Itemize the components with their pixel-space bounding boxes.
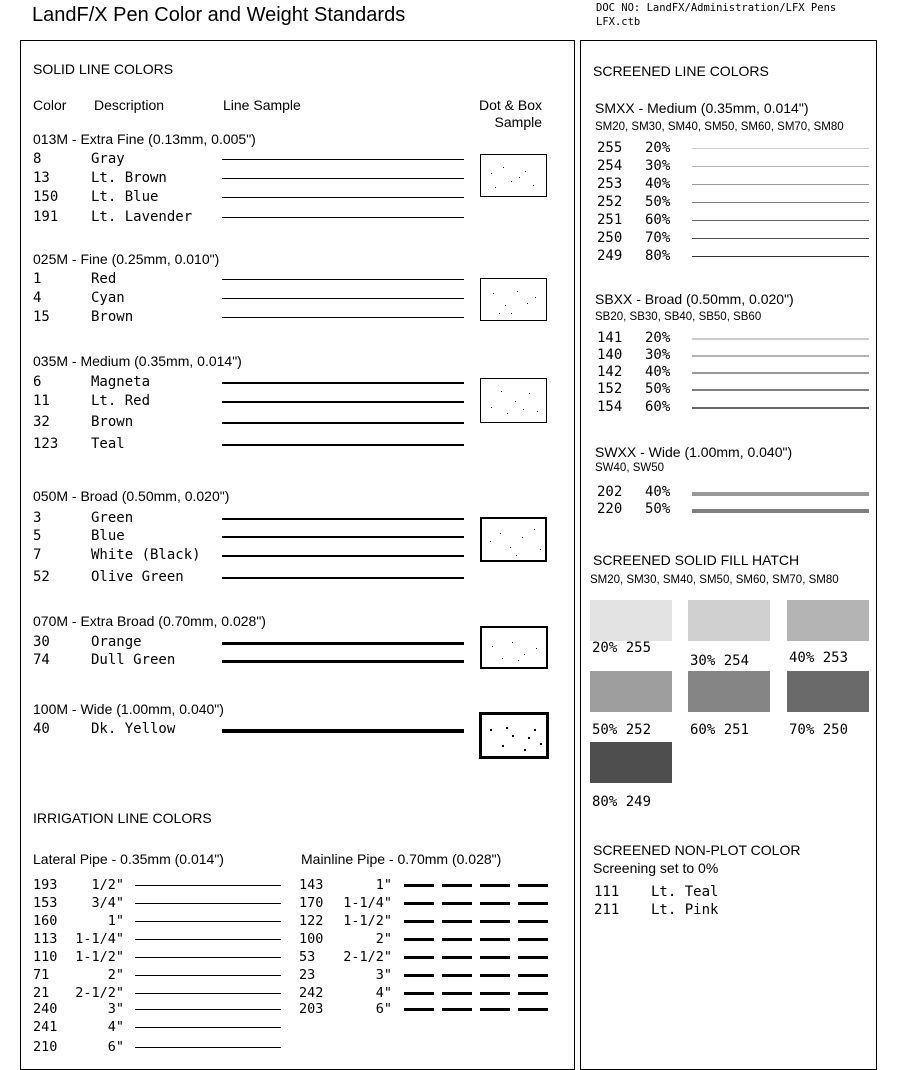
lateral-color-number: 21 [33,985,50,1001]
col-dotbox-header [460,97,542,131]
doc-number-line1: DOC NO: LandFX/Administration/LFX Pens [596,2,837,14]
dot-box-sample [480,278,547,321]
mainline-color-number: 203 [299,1001,324,1017]
nonplot-sub: Screening set to 0% [593,860,719,876]
lateral-color-number: 210 [33,1039,58,1055]
lateral-pipe-size: 1" [107,913,124,929]
screened-color-number: 154 [597,399,623,415]
col-description-header: Description [94,97,165,113]
screened-percent: 50% [645,381,671,397]
color-description: Magneta [91,374,151,390]
dot-mark [533,185,534,186]
dot-mark [502,658,503,659]
line-sample [222,444,464,446]
dot-mark [511,313,512,314]
color-number: 74 [33,652,50,668]
color-number: 15 [33,309,50,325]
dot-mark [507,413,508,414]
fill-swatch [787,600,869,641]
mainline-color-number: 53 [299,949,316,965]
nonplot-heading: SCREENED NON-PLOT COLOR [593,842,801,858]
col-line-sample-header: Line Sample [223,97,301,113]
mainline-dash [518,938,548,941]
color-number: 191 [33,209,59,225]
line-weight-group-title: 070M - Extra Broad (0.70mm, 0.028") [33,613,266,629]
line-weight-group-title: 050M - Broad (0.50mm, 0.020") [33,488,230,504]
line-sample [222,518,464,520]
line-sample [222,382,464,384]
color-description: Teal [91,436,125,452]
page-title: LandF/X Pen Color and Weight Standards [32,4,406,26]
color-number: 5 [33,528,42,544]
screened-color-number: 152 [597,381,623,397]
screened-line-sample [692,220,869,221]
line-sample [222,317,464,318]
line-sample [222,401,464,403]
color-description: Blue [91,528,125,544]
mainline-color-number: 122 [299,913,324,929]
mainline-dash [518,992,548,995]
doc-number [596,1,836,29]
lateral-line-sample [135,1009,281,1010]
color-number: 7 [33,547,42,563]
fill-swatch [590,742,672,783]
mainline-dash [442,902,472,905]
fill-swatch [688,600,770,641]
mainline-dash [442,938,472,941]
screened-color-number: 253 [597,176,623,192]
fill-swatch-label: 20% 255 [592,640,652,656]
line-sample [222,197,464,198]
mainline-dash [518,902,548,905]
fill-swatch-label: 50% 252 [592,722,652,738]
lateral-line-sample [135,957,281,958]
lateral-line-sample [135,1027,281,1028]
dot-mark [518,660,519,661]
mainline-dash [480,884,510,887]
lateral-pipe-size: 4" [107,1019,124,1035]
line-sample [222,729,464,733]
screened-color-number: 220 [597,501,623,517]
dot-mark [491,407,492,408]
mainline-pipe-size: 1-1/4" [343,895,392,911]
irrigation-heading: IRRIGATION LINE COLORS [33,810,212,826]
mainline-dash [404,974,434,977]
lateral-color-number: 113 [33,931,58,947]
color-description: Gray [91,151,125,167]
line-sample [222,642,464,645]
color-number: 30 [33,634,50,650]
fill-heading: SCREENED SOLID FILL HATCH [593,552,800,568]
mainline-pipe-size: 1" [375,877,392,893]
mainline-dash [480,956,510,959]
lateral-line-sample [135,975,281,976]
lateral-color-number: 153 [33,895,58,911]
doc-number-line2: LFX.ctb [596,16,641,28]
fill-swatch [688,671,770,712]
line-sample [222,536,464,538]
color-description: Brown [91,309,134,325]
line-weight-group-title: 025M - Fine (0.25mm, 0.010") [33,251,220,267]
mainline-dash [518,884,548,887]
mainline-dash [518,956,548,959]
screened-color-number: 202 [597,484,623,500]
dot-mark [540,549,541,550]
lateral-line-sample [135,993,281,994]
lateral-title: Lateral Pipe - 0.35mm (0.014") [33,851,224,867]
mainline-dash [480,920,510,923]
color-description: Olive Green [91,569,184,585]
mainline-dash [404,956,434,959]
dot-box-sample [480,626,548,669]
color-number: 1 [33,271,42,287]
line-sample [222,422,464,424]
lateral-pipe-size: 2-1/2" [75,985,124,1001]
mainline-dash [480,1008,510,1011]
color-description: Red [91,271,117,287]
screened-color-number: 254 [597,158,623,174]
color-description: Lt. Red [91,393,151,409]
lateral-color-number: 241 [33,1019,58,1035]
mainline-dash [404,992,434,995]
lateral-line-sample [135,939,281,940]
lateral-pipe-size: 3/4" [91,895,124,911]
color-description: Lt. Brown [91,170,167,186]
fill-swatch-label: 70% 250 [789,722,849,738]
nonplot-color-number: 111 [594,884,620,900]
color-description: White (Black) [91,547,201,563]
lateral-line-sample [135,1047,281,1048]
color-number: 6 [33,374,42,390]
mainline-pipe-size: 6" [375,1001,392,1017]
color-number: 123 [33,436,59,452]
mainline-color-number: 100 [299,931,324,947]
screened-line-sample [692,338,869,340]
dot-mark [512,735,514,737]
color-number: 32 [33,414,50,430]
col-color-header: Color [33,97,67,113]
dot-mark [490,729,492,731]
mainline-color-number: 170 [299,895,324,911]
mainline-dash [404,1008,434,1011]
color-description: Green [91,510,134,526]
lateral-pipe-size: 2" [107,967,124,983]
screened-line-sample [692,407,869,409]
dot-mark [503,167,504,168]
color-description: Brown [91,414,134,430]
fill-swatch-label: 80% 249 [592,794,652,810]
screened-percent: 80% [645,248,671,264]
dot-mark [490,541,491,542]
col-dotbox-header-1: Dot & Box [478,97,542,113]
color-number: 52 [33,569,50,585]
screened-percent: 60% [645,212,671,228]
screened-group-title: SWXX - Wide (1.00mm, 0.040") [595,444,793,460]
screened-color-number: 249 [597,248,623,264]
dot-mark [517,291,518,292]
mainline-dash [442,884,472,887]
color-description: Cyan [91,290,125,306]
mainline-dash [404,902,434,905]
screened-group-title: SMXX - Medium (0.35mm, 0.014") [595,100,809,116]
line-sample [222,298,464,299]
mainline-dash [480,938,510,941]
col-dotbox-header-2: Sample [494,114,542,130]
color-description: Lt. Blue [91,189,159,205]
dot-mark [516,555,517,556]
dot-mark [535,297,536,298]
line-sample [222,660,464,663]
dot-mark [510,547,511,548]
screened-line-sample [692,372,869,374]
lateral-pipe-size: 3" [107,1001,124,1017]
screened-percent: 40% [645,364,671,380]
screened-group-sub: SM20, SM30, SM40, SM50, SM60, SM70, SM80 [595,121,844,133]
dot-mark [522,537,523,538]
mainline-dash [442,956,472,959]
lateral-line-sample [135,903,281,904]
lateral-color-number: 240 [33,1001,58,1017]
mainline-pipe-size: 1-1/2" [343,913,392,929]
color-number: 13 [33,170,50,186]
line-weight-group-title: 035M - Medium (0.35mm, 0.014") [33,353,242,369]
nonplot-color-number: 211 [594,902,620,918]
screened-line-sample [692,355,869,357]
mainline-dash [404,920,434,923]
dot-mark [540,743,542,745]
screened-percent: 30% [645,347,671,363]
dot-mark [534,529,535,530]
mainline-pipe-size: 2-1/2" [343,949,392,965]
dot-mark [534,729,536,731]
line-sample [222,555,464,557]
lateral-color-number: 193 [33,877,58,893]
dot-mark [515,401,516,402]
mainline-dash [404,938,434,941]
mainline-dash [480,992,510,995]
screened-percent: 50% [645,194,671,210]
screened-line-sample [692,166,869,167]
line-weight-group-title: 100M - Wide (1.00mm, 0.040") [33,701,224,717]
screened-line-sample [692,238,869,239]
color-number: 3 [33,510,42,526]
dot-mark [529,393,530,394]
screened-line-sample [692,256,869,257]
dot-box-sample [480,378,547,423]
screened-color-number: 255 [597,140,623,156]
dot-mark [519,177,520,178]
dot-mark [506,727,508,729]
fill-swatch [787,671,869,712]
dot-mark [537,411,538,412]
mainline-dash [442,920,472,923]
screened-percent: 20% [645,330,671,346]
dot-mark [502,745,504,747]
lateral-line-sample [135,921,281,922]
dot-mark [523,409,524,410]
dot-mark [524,749,526,751]
dot-mark [525,171,526,172]
screened-percent: 40% [645,176,671,192]
line-sample [222,178,464,179]
screened-color-number: 142 [597,364,623,380]
dot-mark [524,654,525,655]
mainline-dash [480,974,510,977]
screened-line-sample [692,148,869,149]
mainline-pipe-size: 4" [375,985,392,1001]
mainline-dash [518,974,548,977]
color-description: Orange [91,634,142,650]
mainline-dash [518,920,548,923]
dot-mark [491,173,492,174]
fill-swatch [590,600,672,641]
screened-color-number: 140 [597,347,623,363]
fill-swatch-label: 60% 251 [690,722,750,738]
lateral-pipe-size: 1/2" [91,877,124,893]
mainline-color-number: 242 [299,985,324,1001]
dot-mark [500,533,501,534]
screened-percent: 50% [645,501,671,517]
dot-mark [493,293,494,294]
dot-mark [501,391,502,392]
screened-heading: SCREENED LINE COLORS [593,63,769,79]
dot-mark [512,642,513,643]
mainline-dash [404,884,434,887]
color-number: 40 [33,721,50,737]
screened-percent: 30% [645,158,671,174]
line-sample [222,577,464,579]
fill-swatch [590,671,672,712]
lateral-line-sample [135,885,281,886]
nonplot-description: Lt. Pink [651,902,719,918]
lateral-pipe-size: 1-1/2" [75,949,124,965]
screened-group-sub: SB20, SB30, SB40, SB50, SB60 [595,311,762,323]
lateral-pipe-size: 1-1/4" [75,931,124,947]
dot-mark [505,305,506,306]
screened-color-number: 251 [597,212,623,228]
dot-mark [511,181,512,182]
mainline-pipe-size: 3" [375,967,392,983]
mainline-dash [442,974,472,977]
mainline-dash [480,902,510,905]
dot-mark [527,303,528,304]
dot-box-sample [480,517,547,562]
dot-mark [499,313,500,314]
screened-line-sample [692,389,869,391]
color-description: Dull Green [91,652,176,668]
dot-mark [536,648,537,649]
screened-percent: 70% [645,230,671,246]
line-sample [222,279,464,280]
mainline-pipe-size: 2" [375,931,392,947]
color-description: Dk. Yellow [91,721,176,737]
dot-mark [528,737,530,739]
line-weight-group-title: 013M - Extra Fine (0.13mm, 0.005") [33,131,256,147]
mainline-title: Mainline Pipe - 0.70mm (0.028") [301,851,502,867]
lateral-color-number: 110 [33,949,58,965]
solid-heading: SOLID LINE COLORS [33,61,174,77]
color-number: 11 [33,393,50,409]
mainline-color-number: 23 [299,967,316,983]
mainline-color-number: 143 [299,877,324,893]
screened-line-sample [692,492,869,496]
color-number: 4 [33,290,42,306]
screened-percent: 40% [645,484,671,500]
screened-color-number: 141 [597,330,623,346]
screened-line-sample [692,509,869,513]
dot-mark [492,646,493,647]
line-sample [222,159,464,160]
fill-swatch-label: 30% 254 [690,653,750,669]
screened-color-number: 250 [597,230,623,246]
dot-mark [495,187,496,188]
fill-sub: SM20, SM30, SM40, SM50, SM60, SM70, SM80 [590,574,839,586]
screened-percent: 60% [645,399,671,415]
dot-box-sample [480,154,547,197]
screened-percent: 20% [645,140,671,156]
line-sample [222,217,464,218]
mainline-dash [442,1008,472,1011]
screened-group-sub: SW40, SW50 [595,462,665,474]
fill-swatch-label: 40% 253 [789,650,849,666]
lateral-pipe-size: 6" [107,1039,124,1055]
screened-line-sample [692,184,869,185]
color-number: 8 [33,151,42,167]
screened-line-sample [692,202,869,203]
lateral-color-number: 71 [33,967,50,983]
lateral-color-number: 160 [33,913,58,929]
nonplot-description: Lt. Teal [651,884,719,900]
screened-color-number: 252 [597,194,623,210]
dot-box-sample [479,712,549,759]
screened-group-title: SBXX - Broad (0.50mm, 0.020") [595,291,794,307]
color-number: 150 [33,189,59,205]
mainline-dash [442,992,472,995]
color-description: Lt. Lavender [91,209,193,225]
mainline-dash [518,1008,548,1011]
